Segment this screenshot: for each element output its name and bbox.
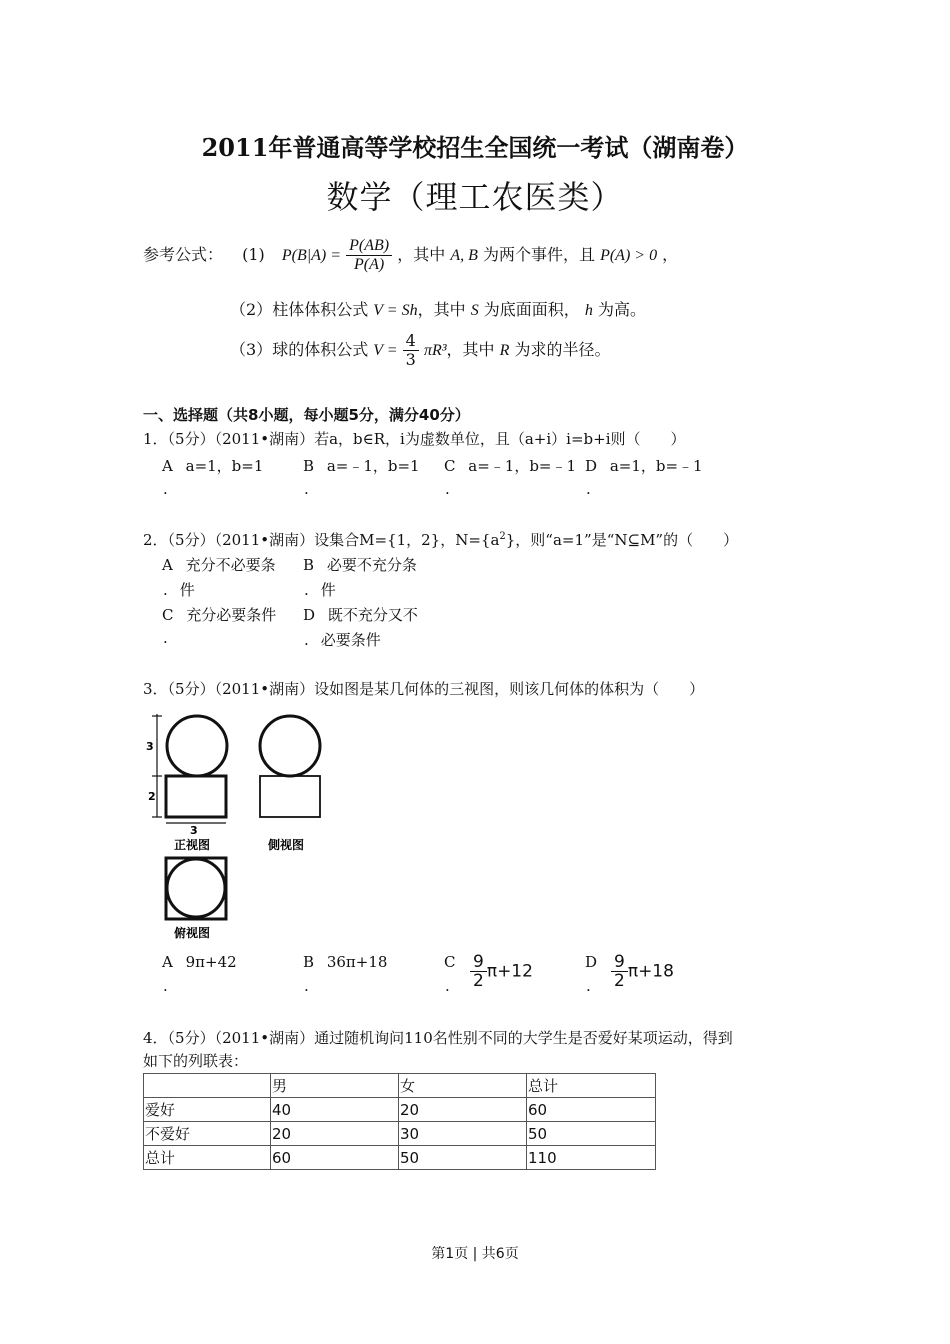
formula-1-text-1: ，其中 bbox=[397, 245, 446, 264]
formula-row-2 bbox=[230, 297, 646, 320]
q1-stem: 1．（5分）（2011•湖南）若a，b∈R，i为虚数单位，且（a+i）i=b+i则（ ） bbox=[143, 430, 686, 448]
q3-option-d-dot: . bbox=[586, 977, 591, 995]
q1-option-d-dot: . bbox=[586, 480, 591, 498]
q2-stem-sup: 2 bbox=[499, 531, 506, 542]
q3-option-d-den: 2 bbox=[614, 971, 625, 991]
q2-option-b-cont: . 件 bbox=[304, 581, 336, 599]
dim-3-bottom: 3 bbox=[190, 824, 198, 837]
formula-1-number: (1) bbox=[242, 245, 265, 264]
formula-3-text-1: 球的体积公式 bbox=[272, 340, 369, 359]
formula-3-denominator: 3 bbox=[405, 350, 416, 369]
table-cell: 不爱好 bbox=[144, 1122, 271, 1146]
q3-option-b-letter: B bbox=[303, 953, 315, 971]
table-cell: 50 bbox=[527, 1122, 656, 1146]
q3-option-d-fraction bbox=[611, 953, 628, 990]
q3-option-c-den: 2 bbox=[473, 971, 484, 991]
q2-option-c-cont: . bbox=[163, 629, 168, 647]
page-footer: 第1页 | 共6页 bbox=[431, 1246, 519, 1262]
formula-2-text-4: 为高。 bbox=[597, 300, 646, 319]
q3-option-d bbox=[585, 953, 597, 971]
section-1-title: 一、选择题（共8小题，每小题5分，满分40分） bbox=[143, 406, 470, 424]
q2-option-d-line2: 必要条件 bbox=[320, 631, 381, 649]
table-cell: 50 bbox=[399, 1146, 527, 1170]
formula-1-fraction bbox=[346, 237, 392, 274]
q2-option-b-letter: B bbox=[303, 556, 315, 574]
q2-option-d bbox=[303, 604, 418, 625]
q1-option-b-dot: . bbox=[304, 480, 309, 498]
q1-option-a-dot: . bbox=[163, 480, 168, 498]
front-view-sphere bbox=[167, 716, 227, 776]
q3-three-view-figure bbox=[140, 706, 340, 946]
table-cell: 男 bbox=[271, 1074, 399, 1098]
q2-option-b-line1: 必要不充分条 bbox=[326, 556, 417, 574]
q2-stem-post: }，则“a=1”是“N⊆M”的（ ） bbox=[505, 531, 739, 549]
formula-3-var-r: R bbox=[499, 342, 510, 359]
q2-option-a-line2: 件 bbox=[179, 581, 195, 599]
q3-option-c-fraction bbox=[470, 953, 487, 990]
q2-option-a bbox=[162, 554, 276, 575]
q1-option-b bbox=[303, 455, 420, 476]
q3-option-a-letter: A bbox=[162, 953, 173, 971]
front-view-prism bbox=[166, 776, 226, 817]
table-row bbox=[144, 1074, 656, 1098]
q1-option-a-text: a=1，b=1 bbox=[185, 457, 264, 475]
formula-1-condition: P(A) > 0 bbox=[600, 247, 658, 264]
q2-option-c-line1: 充分必要条件 bbox=[186, 606, 277, 624]
exam-subtitle: 数学（理工农医类） bbox=[326, 178, 624, 216]
q3-stem: 3．（5分）（2011•湖南）设如图是某几何体的三视图，则该几何体的体积为（ ） bbox=[143, 680, 705, 698]
side-view-label: 側视图 bbox=[268, 838, 305, 852]
table-row bbox=[144, 1122, 656, 1146]
q2-option-b bbox=[303, 554, 417, 575]
formula-2-text-3: 为底面面积， bbox=[483, 300, 580, 319]
q3-option-d-num: 9 bbox=[611, 953, 628, 972]
q3-option-c-value bbox=[470, 953, 533, 990]
q2-option-c bbox=[162, 604, 276, 625]
q4-stem-line-1: 4．（5分）（2011•湖南）通过随机询问110名性别不同的大学生是否爱好某项运动，得到 bbox=[143, 1029, 733, 1047]
q2-option-d-letter: D bbox=[303, 606, 316, 624]
q3-option-b-dot: . bbox=[304, 977, 309, 995]
q3-option-c bbox=[444, 953, 455, 971]
formula-3-text-2: ，其中 bbox=[446, 340, 495, 359]
formula-2-var-s: S bbox=[470, 302, 479, 319]
q3-option-a bbox=[162, 953, 237, 971]
q4-stem-line-2: 如下的列联表： bbox=[143, 1052, 249, 1070]
q3-option-d-value bbox=[611, 953, 674, 990]
q3-option-d-letter: D bbox=[585, 953, 598, 971]
q3-option-b-text: 36π+18 bbox=[326, 953, 388, 971]
front-view-label: 正视图 bbox=[174, 838, 211, 852]
table-cell: 女 bbox=[399, 1074, 527, 1098]
q1-option-d-letter: D bbox=[585, 457, 598, 475]
q3-option-b bbox=[303, 953, 387, 971]
exam-title: 2011年普通高等学校招生全国统一考试（湖南卷） bbox=[201, 133, 749, 162]
table-cell: 20 bbox=[399, 1098, 527, 1122]
formula-1-text-2: 为两个事件，且 bbox=[482, 245, 595, 264]
q1-option-d bbox=[585, 455, 703, 476]
q2-stem bbox=[143, 529, 738, 550]
top-view bbox=[166, 858, 226, 940]
formula-3-fraction bbox=[403, 332, 419, 369]
formula-1-denominator: P(A) bbox=[354, 256, 385, 273]
formula-2-formula: V = Sh bbox=[373, 302, 418, 319]
table-cell: 60 bbox=[271, 1146, 399, 1170]
q3-option-c-dot: . bbox=[445, 977, 450, 995]
formula-2-text-2: ，其中 bbox=[417, 300, 466, 319]
q1-option-c-dot: . bbox=[445, 480, 450, 498]
side-view bbox=[260, 716, 320, 852]
q2-option-d-cont: . 必要条件 bbox=[304, 631, 381, 649]
q3-option-d-rest: π+18 bbox=[627, 961, 674, 982]
table-cell: 110 bbox=[527, 1146, 656, 1170]
formula-row-3 bbox=[230, 332, 611, 369]
q2-option-d-line1: 既不充分又不 bbox=[327, 606, 418, 624]
front-view bbox=[146, 714, 227, 852]
table-cell: 40 bbox=[271, 1098, 399, 1122]
q2-option-a-line1: 充分不必要条 bbox=[185, 556, 276, 574]
q4-contingency-table bbox=[143, 1073, 656, 1170]
formula-1-end: ， bbox=[662, 245, 679, 264]
dim-3-top: 3 bbox=[146, 740, 154, 753]
table-cell: 60 bbox=[527, 1098, 656, 1122]
table-cell bbox=[144, 1074, 271, 1098]
q3-option-a-dot: . bbox=[163, 977, 168, 995]
q3-option-c-num: 9 bbox=[470, 953, 487, 972]
q2-option-a-cont: . 件 bbox=[163, 581, 195, 599]
formula-1-vars: A, B bbox=[450, 247, 478, 264]
q2-option-a-letter: A bbox=[162, 556, 173, 574]
q3-option-a-text: 9π+42 bbox=[185, 953, 237, 971]
q3-option-c-letter: C bbox=[444, 953, 456, 971]
formula-3-numerator: 4 bbox=[403, 332, 419, 351]
q2-stem-pre: 2．（5分）（2011•湖南）设集合M={1，2}，N={a bbox=[143, 531, 500, 549]
q1-option-a bbox=[162, 455, 263, 476]
formula-row-1 bbox=[143, 237, 678, 274]
q1-option-b-letter: B bbox=[303, 457, 315, 475]
q1-option-c-letter: C bbox=[444, 457, 456, 475]
dim-2: 2 bbox=[148, 790, 156, 803]
formula-3-text-3: 为求的半径。 bbox=[514, 340, 611, 359]
formula-3-number: （3） bbox=[230, 340, 273, 359]
table-cell: 总计 bbox=[527, 1074, 656, 1098]
q1-option-d-text: a=1，b=﹣1 bbox=[609, 457, 703, 475]
side-view-sphere bbox=[260, 716, 320, 776]
formula-label: 参考公式： bbox=[143, 245, 224, 264]
q1-option-b-text: a=﹣1，b=1 bbox=[326, 457, 420, 475]
q2-option-c-letter: C bbox=[162, 606, 174, 624]
side-view-prism bbox=[260, 776, 320, 817]
formula-3-lhs: V = bbox=[373, 342, 398, 359]
table-row bbox=[144, 1146, 656, 1170]
q1-option-c-text: a=﹣1，b=﹣1 bbox=[468, 457, 577, 475]
table-cell: 20 bbox=[271, 1122, 399, 1146]
q1-option-a-letter: A bbox=[162, 457, 173, 475]
table-row bbox=[144, 1098, 656, 1122]
table-cell: 30 bbox=[399, 1122, 527, 1146]
q2-option-b-line2: 件 bbox=[320, 581, 336, 599]
formula-2-text-1: 柱体体积公式 bbox=[272, 300, 369, 319]
q1-option-c bbox=[444, 455, 576, 476]
top-view-circle bbox=[167, 859, 225, 917]
formula-1-lhs: P(B|A) = bbox=[281, 247, 342, 264]
table-cell: 爱好 bbox=[144, 1098, 271, 1122]
formula-2-number: （2） bbox=[230, 300, 273, 319]
formula-2-var-h: h bbox=[584, 302, 593, 319]
top-view-label: 俯视图 bbox=[174, 926, 211, 940]
formula-3-rhs: πR³ bbox=[423, 342, 447, 359]
table-cell: 总计 bbox=[144, 1146, 271, 1170]
formula-1-numerator: P(AB) bbox=[346, 237, 392, 256]
q3-option-c-rest: π+12 bbox=[486, 961, 533, 982]
